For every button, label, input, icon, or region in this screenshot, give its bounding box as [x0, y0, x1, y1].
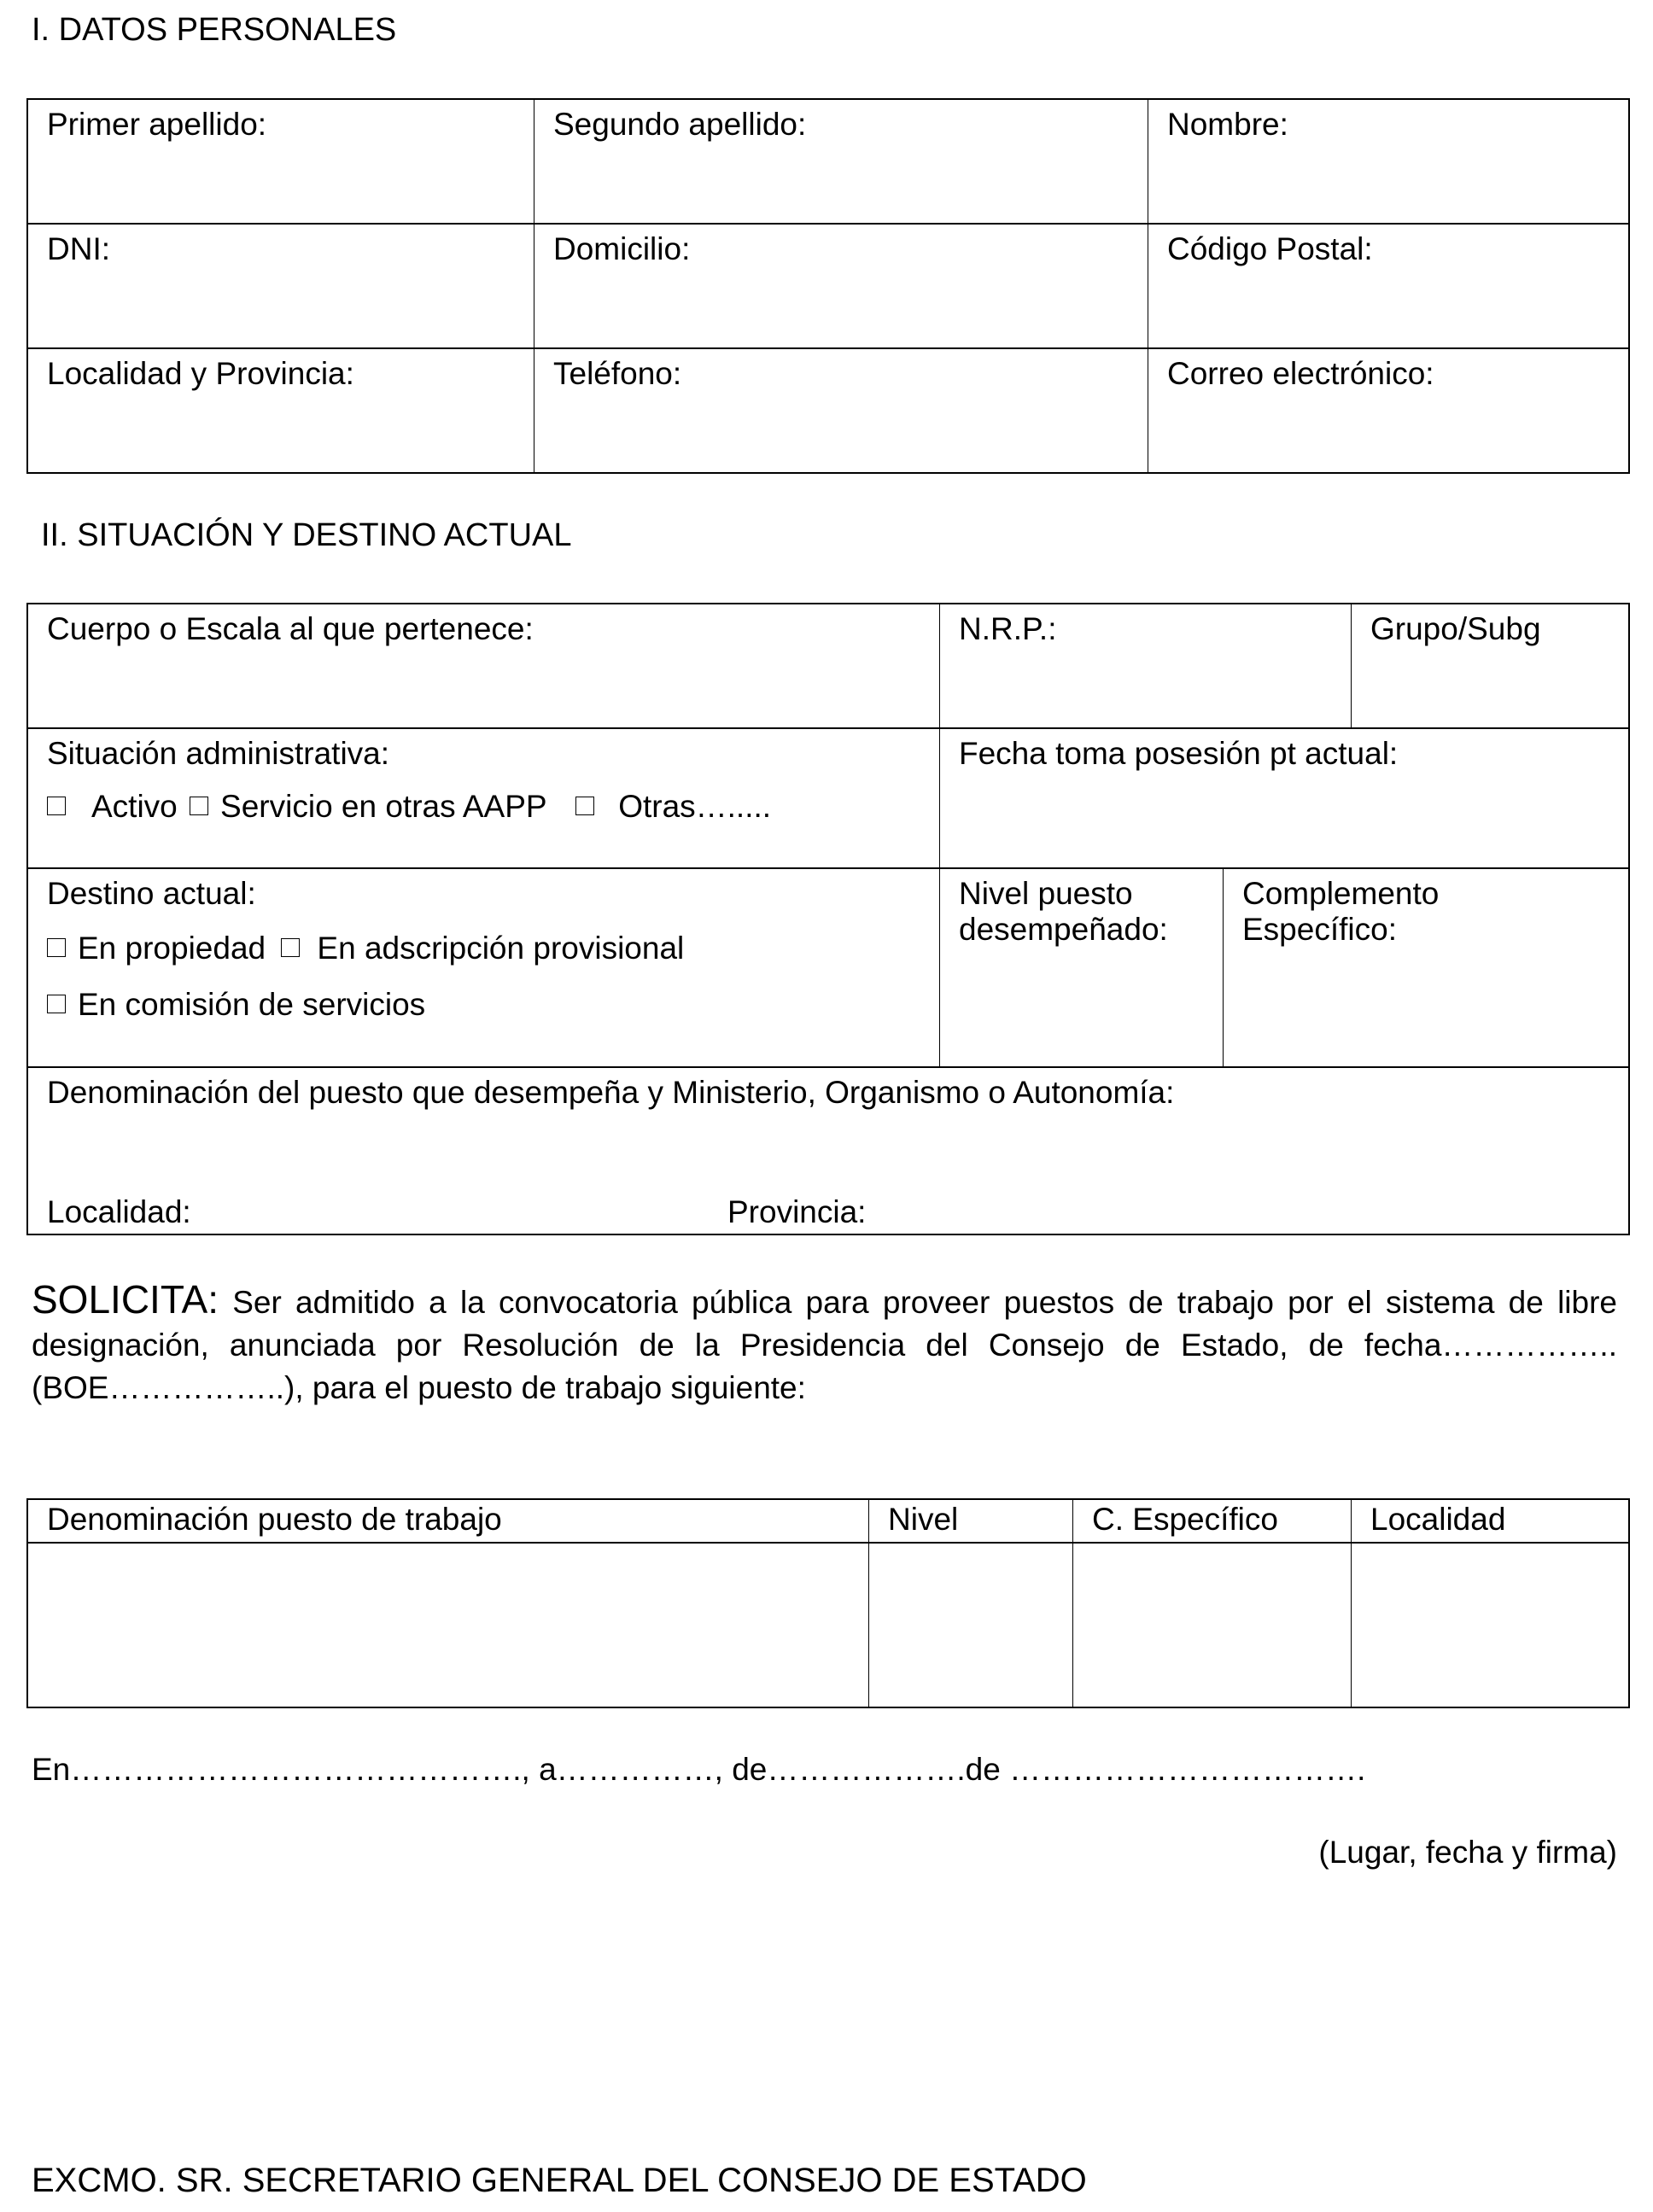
puesto-table	[26, 1498, 1630, 1708]
solicita-label: SOLICITA:	[32, 1277, 219, 1322]
field-nombre[interactable]	[1148, 100, 1628, 225]
addressee: EXCMO. SR. SECRETARIO GENERAL DEL CONSEJO DE ESTADO	[32, 2162, 1087, 2199]
field-grupo-subgrupo[interactable]	[1352, 604, 1628, 729]
option-en-propiedad: En propiedad	[78, 931, 266, 966]
label-provincia: Provincia:	[727, 1194, 867, 1229]
label: Situación administrativa:	[47, 736, 390, 771]
input-localidad[interactable]	[1352, 1544, 1628, 1707]
input-nivel[interactable]	[869, 1544, 1073, 1707]
field-situacion-administrativa	[28, 729, 940, 869]
label: Localidad y Provincia:	[47, 356, 354, 391]
header-label: Denominación puesto de trabajo	[47, 1502, 502, 1537]
firma-note: (Lugar, fecha y firma)	[1318, 1835, 1617, 1870]
datos-personales-table	[26, 98, 1630, 474]
field-correo[interactable]	[1148, 349, 1628, 472]
label: Destino actual:	[47, 876, 256, 911]
lugar-fecha-line[interactable]: En……………………………………., a……………, de……………….de …………………………….	[32, 1752, 1366, 1787]
section-title-datos-personales: I. DATOS PERSONALES	[32, 12, 397, 48]
label: Segundo apellido:	[553, 107, 807, 142]
label: Domicilio:	[553, 231, 691, 266]
label: DNI:	[47, 231, 110, 266]
field-segundo-apellido[interactable]	[534, 100, 1148, 225]
label: N.R.P.:	[959, 611, 1057, 646]
solicita-paragraph	[32, 1278, 1617, 1409]
situacion-table	[26, 603, 1630, 1235]
label: Nivel puesto	[959, 876, 1133, 911]
checkbox-activo[interactable]	[47, 797, 66, 815]
option-comision-servicios: En comisión de servicios	[78, 987, 426, 1022]
label: Grupo/Subg	[1370, 611, 1541, 646]
checkbox-servicio-otras-aapp[interactable]	[190, 797, 208, 815]
label: Cuerpo o Escala al que pertenece:	[47, 611, 534, 646]
header-localidad	[1352, 1500, 1628, 1544]
option-adscripcion-provisional: En adscripción provisional	[317, 931, 685, 966]
field-fecha-toma-posesion[interactable]	[940, 729, 1628, 869]
field-codigo-postal[interactable]	[1148, 225, 1628, 349]
section-title-situacion: II. SITUACIÓN Y DESTINO ACTUAL	[41, 517, 572, 553]
field-nivel-puesto[interactable]	[940, 869, 1224, 1068]
option-activo: Activo	[91, 789, 178, 824]
option-otras: Otras….....	[618, 789, 772, 824]
input-c-especifico[interactable]	[1073, 1544, 1352, 1707]
label-localidad: Localidad:	[47, 1194, 191, 1229]
label: Teléfono:	[553, 356, 682, 391]
field-complemento-especifico[interactable]	[1224, 869, 1628, 1068]
field-nrp[interactable]	[940, 604, 1352, 729]
option-servicio-otras-aapp: Servicio en otras AAPP	[220, 789, 546, 824]
checkbox-otras[interactable]	[575, 797, 594, 815]
header-label: Localidad	[1370, 1502, 1506, 1537]
label: Primer apellido:	[47, 107, 267, 142]
field-cuerpo-escala[interactable]	[28, 604, 940, 729]
input-denominacion[interactable]	[28, 1544, 869, 1707]
field-localidad-provincia[interactable]	[28, 349, 534, 472]
field-primer-apellido[interactable]	[28, 100, 534, 225]
header-denominacion	[28, 1500, 869, 1544]
field-destino-actual	[28, 869, 940, 1068]
label: desempeñado:	[959, 912, 1168, 947]
checkbox-comision-servicios[interactable]	[47, 995, 66, 1013]
label: Fecha toma posesión pt actual:	[959, 736, 1399, 771]
label: Denominación del puesto que desempeña y Ministerio, Organismo o Autonomía:	[47, 1075, 1175, 1110]
header-label: C. Específico	[1092, 1502, 1278, 1537]
field-denominacion-puesto[interactable]	[28, 1068, 1628, 1234]
label: Nombre:	[1167, 107, 1288, 142]
label: Código Postal:	[1167, 231, 1373, 266]
label: Específico:	[1242, 912, 1397, 947]
label: Correo electrónico:	[1167, 356, 1434, 391]
header-nivel	[869, 1500, 1073, 1544]
label: Complemento	[1242, 876, 1440, 911]
field-dni[interactable]	[28, 225, 534, 349]
checkbox-adscripcion-provisional[interactable]	[281, 938, 300, 957]
solicita-text: Ser admitido a la convocatoria pública para proveer puestos de trabajo por el sistema de libre designación, anunciada por Resolución de la Presidencia del Consejo de Estado, de fecha…………….. (BOE……………..), para el puesto de trabajo siguiente:	[32, 1285, 1617, 1405]
checkbox-en-propiedad[interactable]	[47, 938, 66, 957]
header-c-especifico	[1073, 1500, 1352, 1544]
field-telefono[interactable]	[534, 349, 1148, 472]
field-domicilio[interactable]	[534, 225, 1148, 349]
header-label: Nivel	[888, 1502, 959, 1537]
